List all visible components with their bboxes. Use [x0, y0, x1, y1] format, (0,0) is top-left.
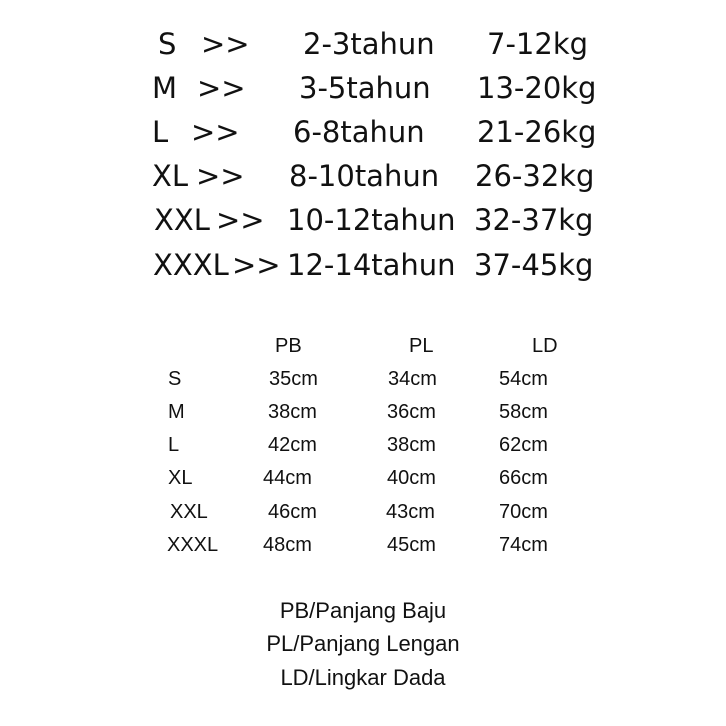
size-cell: M	[168, 401, 185, 423]
ld-cell: 74cm	[499, 534, 548, 556]
pb-cell: 42cm	[268, 434, 317, 456]
pb-cell: 35cm	[269, 368, 318, 390]
legend-pl: PL/Panjang Lengan	[266, 631, 460, 656]
pb-cell: 38cm	[268, 401, 317, 423]
ld-cell: 62cm	[499, 434, 548, 456]
age-range: 6-8tahun	[293, 115, 425, 149]
age-range: 3-5tahun	[299, 71, 431, 105]
pb-cell: 44cm	[263, 467, 312, 489]
size-cell: L	[168, 434, 180, 456]
pl-cell: 40cm	[387, 467, 436, 489]
legend-ld: LD/Lingkar Dada	[280, 665, 446, 690]
arrow-symbol: >>	[201, 27, 250, 61]
pb-cell: 48cm	[263, 534, 312, 556]
pb-cell: 46cm	[268, 501, 317, 523]
size-cell: XXL	[170, 501, 208, 523]
weight-range: 13-20kg	[477, 71, 597, 105]
arrow-symbol: >>	[191, 115, 240, 149]
arrow-symbol: >>	[232, 248, 281, 282]
ld-cell: 54cm	[499, 368, 548, 390]
pl-cell: 38cm	[387, 434, 436, 456]
weight-range: 26-32kg	[475, 159, 595, 193]
weight-range: 32-37kg	[474, 203, 594, 237]
size-label: XL	[152, 159, 189, 193]
age-range: 12-14tahun	[287, 248, 456, 282]
size-label: S	[158, 27, 177, 61]
arrow-symbol: >>	[216, 203, 265, 237]
arrow-symbol: >>	[197, 71, 246, 105]
ld-cell: 58cm	[499, 401, 548, 423]
ld-cell: 66cm	[499, 467, 548, 489]
age-range: 10-12tahun	[287, 203, 456, 237]
weight-range: 21-26kg	[477, 115, 597, 149]
size-cell: S	[168, 368, 182, 390]
size-label: M	[152, 71, 178, 105]
weight-range: 37-45kg	[474, 248, 594, 282]
arrow-symbol: >>	[196, 159, 245, 193]
pl-cell: 36cm	[387, 401, 436, 423]
pl-cell: 34cm	[388, 368, 437, 390]
age-range: 8-10tahun	[289, 159, 440, 193]
size-cell: XXXL	[167, 534, 219, 556]
size-cell: XL	[168, 467, 193, 489]
pl-cell: 43cm	[386, 501, 435, 523]
header-pl: PL	[409, 335, 434, 357]
size-label: XXXL	[153, 248, 229, 282]
header-pb: PB	[275, 335, 302, 357]
weight-range: 7-12kg	[487, 27, 589, 61]
ld-cell: 70cm	[499, 501, 548, 523]
size-label: XXL	[154, 203, 210, 237]
age-range: 2-3tahun	[303, 27, 435, 61]
header-ld: LD	[532, 335, 558, 357]
legend-pb: PB/Panjang Baju	[279, 598, 447, 623]
pl-cell: 45cm	[387, 534, 436, 556]
size-label: L	[152, 115, 169, 149]
